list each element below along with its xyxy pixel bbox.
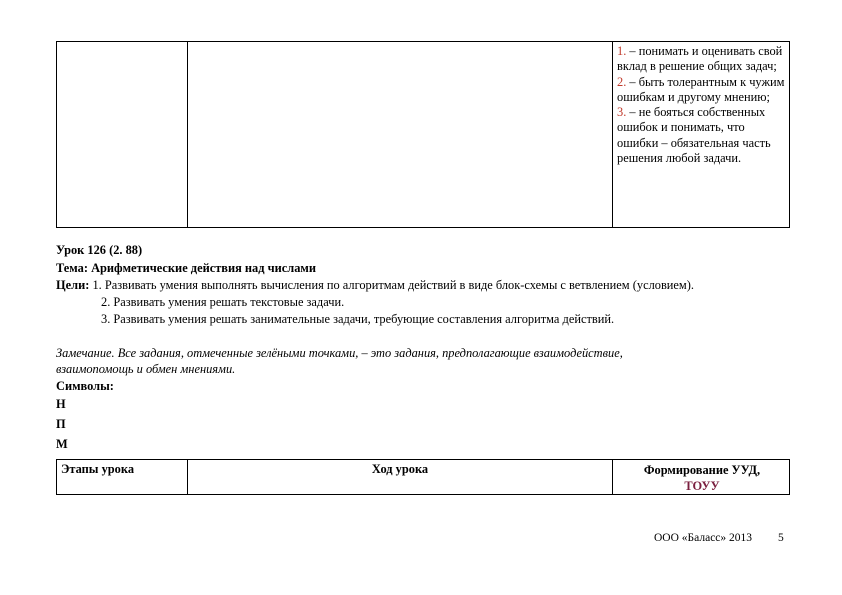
table-cell-uud [613,42,791,227]
page-number: 5 [778,532,784,544]
header-uud [613,460,791,494]
goal-2: 2. Развивать умения решать текстовые задачи. [101,295,345,309]
symbols-label: Символы: [56,379,114,393]
symbol-n: Н [56,397,66,411]
header-uud-title: Формирование УУД, [643,463,761,477]
header-stages: Этапы урока [57,460,188,494]
item-number: 1. [617,44,627,58]
goal-3: 3. Развивать умения решать занимательные задачи, требующие составления алгоритма действий. [101,312,615,326]
symbol-p: П [56,417,66,431]
item-text: – понимать и оценивать свой вклад в решение общих задач; [617,44,783,74]
lesson-title: Урок 126 (2. 88) [56,243,143,257]
item-number: 2. [617,74,627,89]
symbol-m: М [56,437,68,451]
lesson-topic: Тема: Арифметические действия над числами [56,261,316,275]
list-item [617,75,787,106]
lesson-table-header [56,459,790,495]
item-text: – не бояться собственных ошибок и понимать, что ошибки – обязательная часть решения любой задачи. [617,105,771,166]
goals-label: Цели: [56,278,90,292]
list-item [617,44,787,75]
item-number: 3. [617,105,627,120]
list-item [617,105,787,166]
top-table [56,41,790,228]
header-uud-toyy: ТОУУ [684,479,720,493]
goal-1 [56,278,694,293]
note-line-2: взаимопомощь и обмен мнениями. [56,362,236,376]
header-lesson-flow: Ход урока [188,460,613,494]
footer-company: ООО «Баласс» 2013 [654,532,753,544]
item-text: – быть толерантным к чужим ошибкам и другому мнению; [617,74,785,104]
table-cell-stage [57,42,188,227]
note-line-1: Замечание. Все задания, отмеченные зелёными точками, – это задания, предполагающие взаимодействие, [56,346,623,360]
table-cell-lesson-flow [188,42,613,227]
goal-1-text: 1. Развивать умения выполнять вычисления по алгоритмам действий в виде блок-схемы с ветвлением (условием). [89,278,694,292]
